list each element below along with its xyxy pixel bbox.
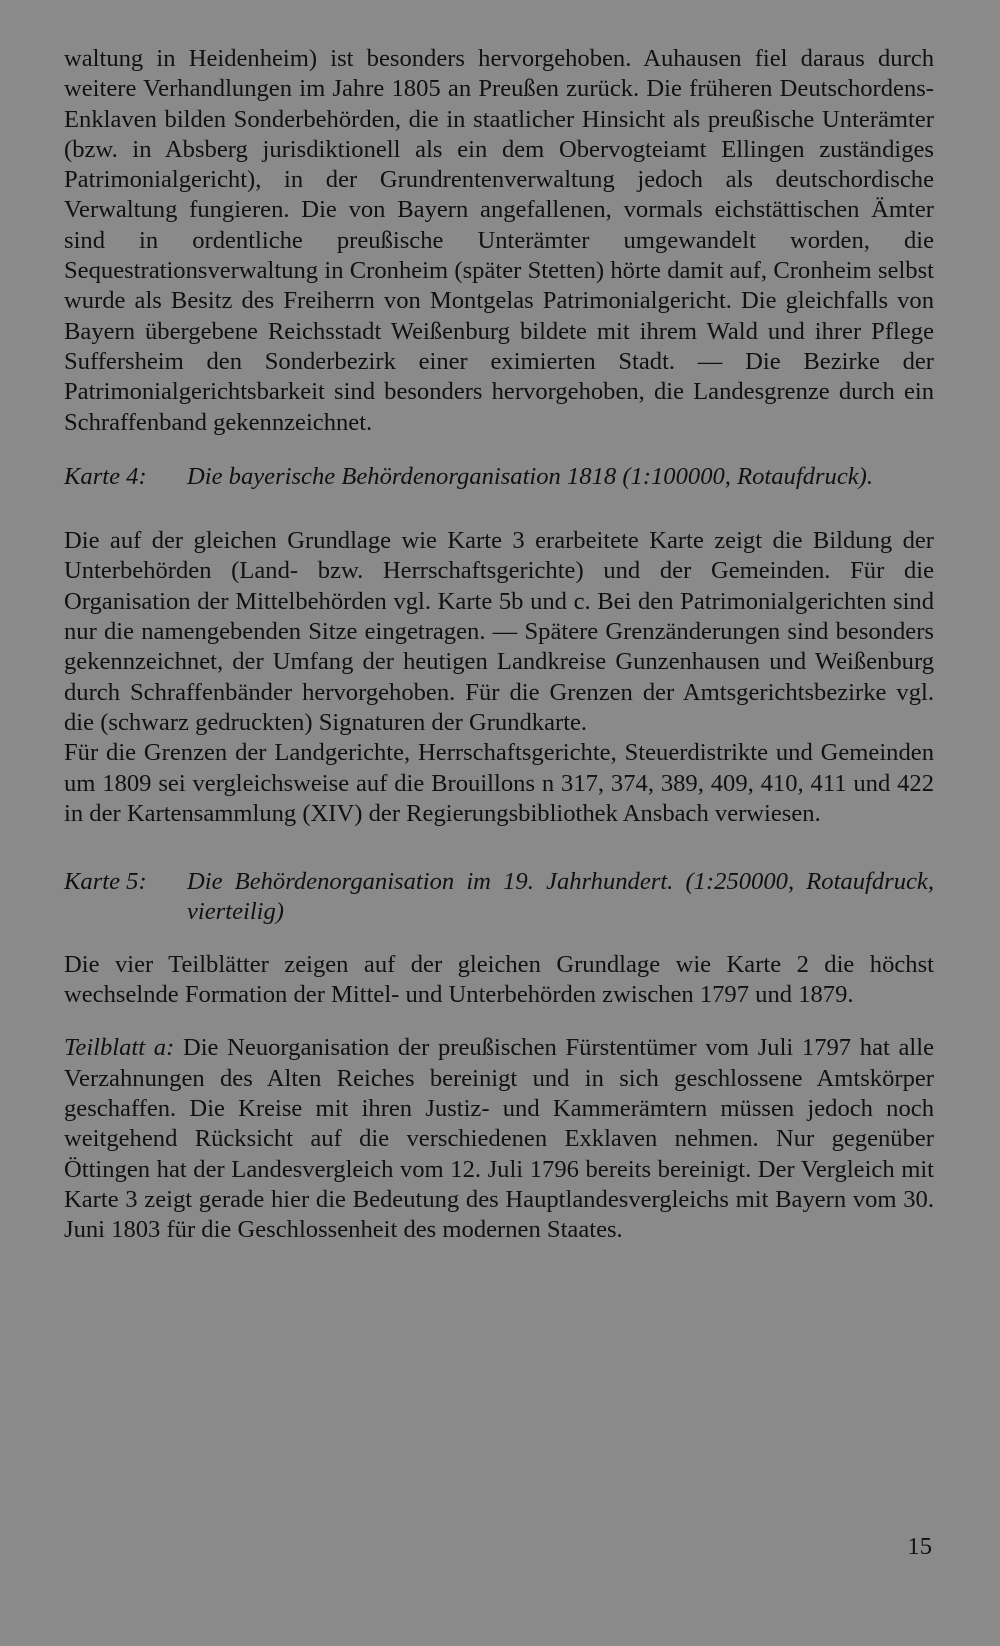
- body-paragraph: Für die Grenzen der Landgerichte, Herrschaftsgerichte, Steuerdistrikte und Gemeinden um 1809 sei vergleichsweise auf die Brouillons n 317, 374, 389, 409, 410, 411 und 422 in der Kartensammlung (XIV) der Regierungsbibliothek Ansbach verwiesen.: [64, 739, 934, 827]
- section-heading-karte-4: [64, 462, 934, 492]
- inline-italic-label: Teilblatt a:: [64, 1034, 175, 1062]
- paragraph-text: Die Neuorganisation der preußischen Fürstentümer vom Juli 1797 hat alle Verzahnungen des Alten Reiches bereinigt und in sich geschlossene Amtskörper geschaffen. Die Kreise mit ihren Justiz- und Kammerämtern müssen jedoch noch weitgehend Rücksicht auf die verschiedenen Exklaven nehmen. Nur gegenüber Öttingen hat der Landesvergleich vom 12. Juli 1796 bereits bereinigt. Der Vergleich mit Karte 3 zeigt gerade hier die Bedeutung des Hauptlandesvergleichs mit Bayern vom 30. Juni 1803 für die Geschlossenheit des modernen Staates.: [64, 1034, 934, 1244]
- heading-label: Karte 4:: [64, 462, 147, 490]
- page-number: 15: [907, 1533, 932, 1560]
- body-paragraph: Die vier Teilblätter zeigen auf der gleichen Grundlage wie Karte 2 die höchst wechselnde Formation der Mittel- und Unterbehörden zwischen 1797 und 1879.: [64, 950, 934, 1009]
- body-paragraph: Die auf der gleichen Grundlage wie Karte 3 erarbeitete Karte zeigt die Bildung der Unterbehörden (Land- bzw. Herrschaftsgerichte) und der Gemeinden. Für die Organisation der Mittelbehörden vgl. Karte 5b und c. Bei den Patrimonialgerichten sind nur die namengebenden Sitze eingetragen. — Spätere Grenzänderungen sind besonders gekennzeichnet, der Umfang der heutigen Landkreise Gunzenhausen und Weißenburg durch Schraffenbänder hervorgehoben. Für die Grenzen der Amtsgerichtsbezirke vgl. die (schwarz gedruckten) Signaturen der Grundkarte.: [64, 527, 934, 736]
- body-paragraph: waltung in Heidenheim) ist besonders hervorgehoben. Auhausen fiel daraus durch weitere Verhandlungen im Jahre 1805 an Preußen zurück. Die früheren Deutschordens-Enklaven bilden Sonderbehörden, die in staatlicher Hinsicht als preußische Unterämter (bzw. in Absberg jurisdiktionell als ein dem Obervogteiamt Ellingen zuständiges Patrimonialgericht), in der Grundrentenverwaltung jedoch als deutschordische Verwaltung fungieren. Die von Bayern angefallenen, vormals eichstättischen Ämter sind in ordentliche preußische Unterämter umgewandelt worden, die Sequestrationsverwaltung in Cronheim (später Stetten) hörte damit auf, Cronheim selbst wurde als Besitz des Freiherrn von Montgelas Patrimonialgericht. Die gleichfalls von Bayern übergebene Reichsstadt Weißenburg bildete mit ihrem Wald und ihrer Pflege Suffersheim den Sonderbezirk einer eximierten Stadt. — Die Bezirke der Patrimonialgerichtsbarkeit sind besonders hervorgehoben, die Landesgrenze durch ein Schraffenband gekennzeichnet.: [64, 45, 934, 436]
- heading-title: Die Behördenorganisation im 19. Jahrhundert. (1:250000, Rotaufdruck, vierteilig): [187, 868, 934, 926]
- heading-title: Die bayerische Behördenorganisation 1818 (1:100000, Rotaufdruck).: [187, 462, 873, 490]
- page-body: [64, 44, 934, 1245]
- heading-label: Karte 5:: [64, 868, 147, 896]
- section-heading-karte-5: [64, 867, 934, 928]
- body-paragraph-teilblatt-a: [64, 1033, 934, 1245]
